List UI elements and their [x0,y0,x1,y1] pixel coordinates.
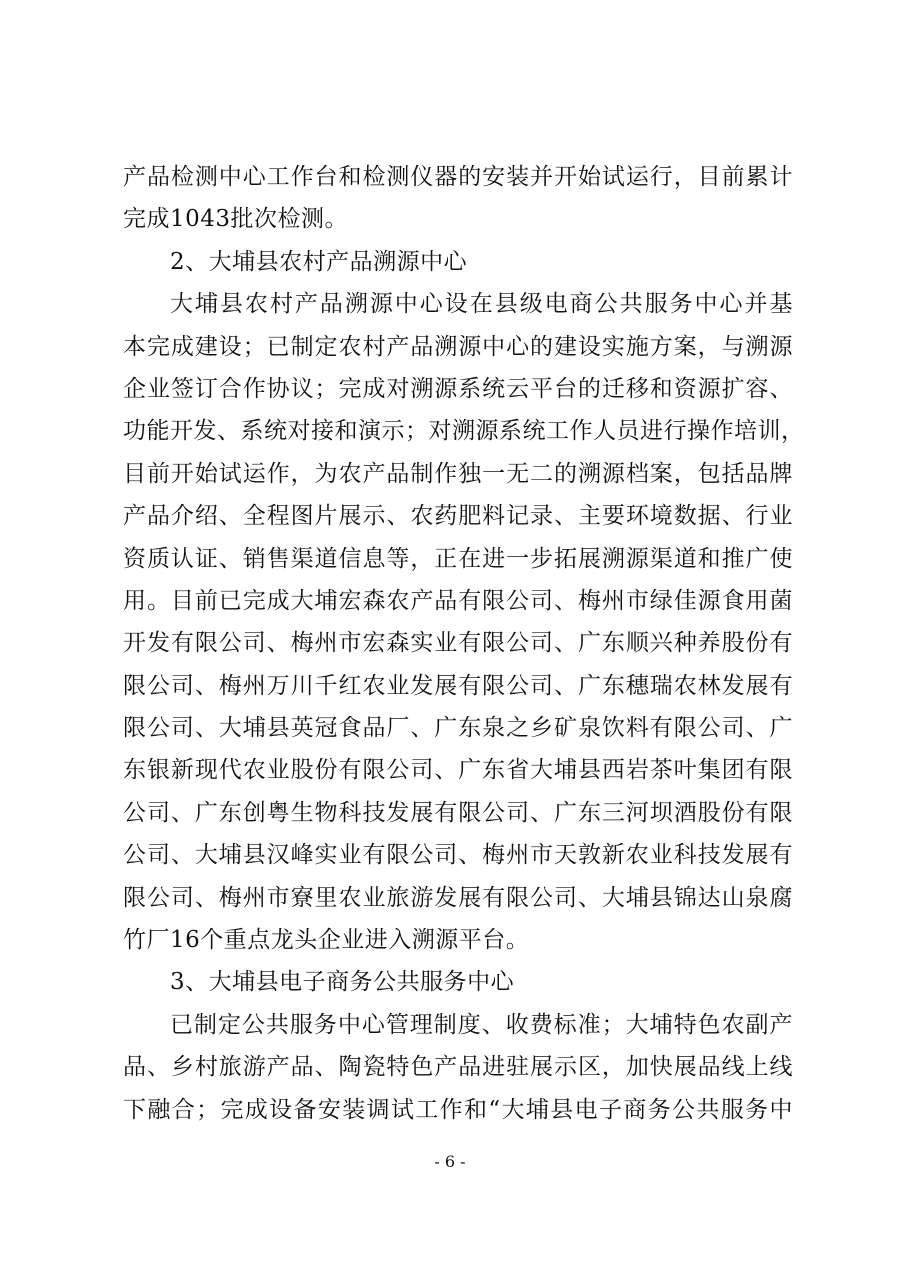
text-line: 目前开始试运作，为农产品制作独一无二的溯源档案，包括品牌 [123,460,793,487]
text-line: 用。目前已完成大埔宏森农产品有限公司、梅州市绿佳源食用菌 [123,587,793,614]
text-line: 限公司、大埔县英冠食品厂、广东泉之乡矿泉饮料有限公司、广 [123,715,793,742]
text-line: 公司、广东创粤生物科技发展有限公司、广东三河坝酒股份有限 [123,799,793,826]
section-heading: 3、大埔县电子商务公共服务中心 [170,969,515,996]
text-line: 公司、大埔县汉峰实业有限公司、梅州市天敦新农业科技发展有 [123,842,793,869]
text-line: 完成1043批次检测。 [123,206,349,233]
text-line: 下融合；完成设备安装调试工作和“大埔县电子商务公共服务中 [123,1096,793,1123]
text-line: 开发有限公司、梅州市宏森实业有限公司、广东顺兴种养股份有 [123,630,793,657]
text-line: 限公司、梅州市寮里农业旅游发展有限公司、大埔县锦达山泉腐 [123,884,793,911]
text-line: 大埔县农村产品溯源中心设在县级电商公共服务中心并基 [170,291,793,318]
text-line: 已制定公共服务中心管理制度、收费标准；大埔特色农副产 [170,1011,793,1038]
text-line: 限公司、梅州万川千红农业发展有限公司、广东穗瑞农林发展有 [123,672,793,699]
text-line: 品、乡村旅游产品、陶瓷特色产品进驻展示区，加快展品线上线 [123,1054,793,1081]
text-line: 企业签订合作协议；完成对溯源系统云平台的迁移和资源扩容、 [123,375,793,402]
text-line: 本完成建设；已制定农村产品溯源中心的建设实施方案，与溯源 [123,333,793,360]
text-line: 东银新现代农业股份有限公司、广东省大埔县西岩茶叶集团有限 [123,757,793,784]
section-heading: 2、大埔县农村产品溯源中心 [170,248,468,275]
text-line: 资质认证、销售渠道信息等，正在进一步拓展溯源渠道和推广使 [123,545,793,572]
page-number: - 6 - [434,1152,466,1171]
text-line: 产品检测中心工作台和检测仪器的安装并开始试运行，目前累计 [123,164,793,190]
text-line: 竹厂16个重点龙头企业进入溯源平台。 [123,927,530,954]
text-line: 功能开发、系统对接和演示；对溯源系统工作人员进行操作培训， [123,418,805,445]
text-line: 产品介绍、全程图片展示、农药肥料记录、主要环境数据、行业 [123,503,793,530]
body-text [123,156,805,1131]
